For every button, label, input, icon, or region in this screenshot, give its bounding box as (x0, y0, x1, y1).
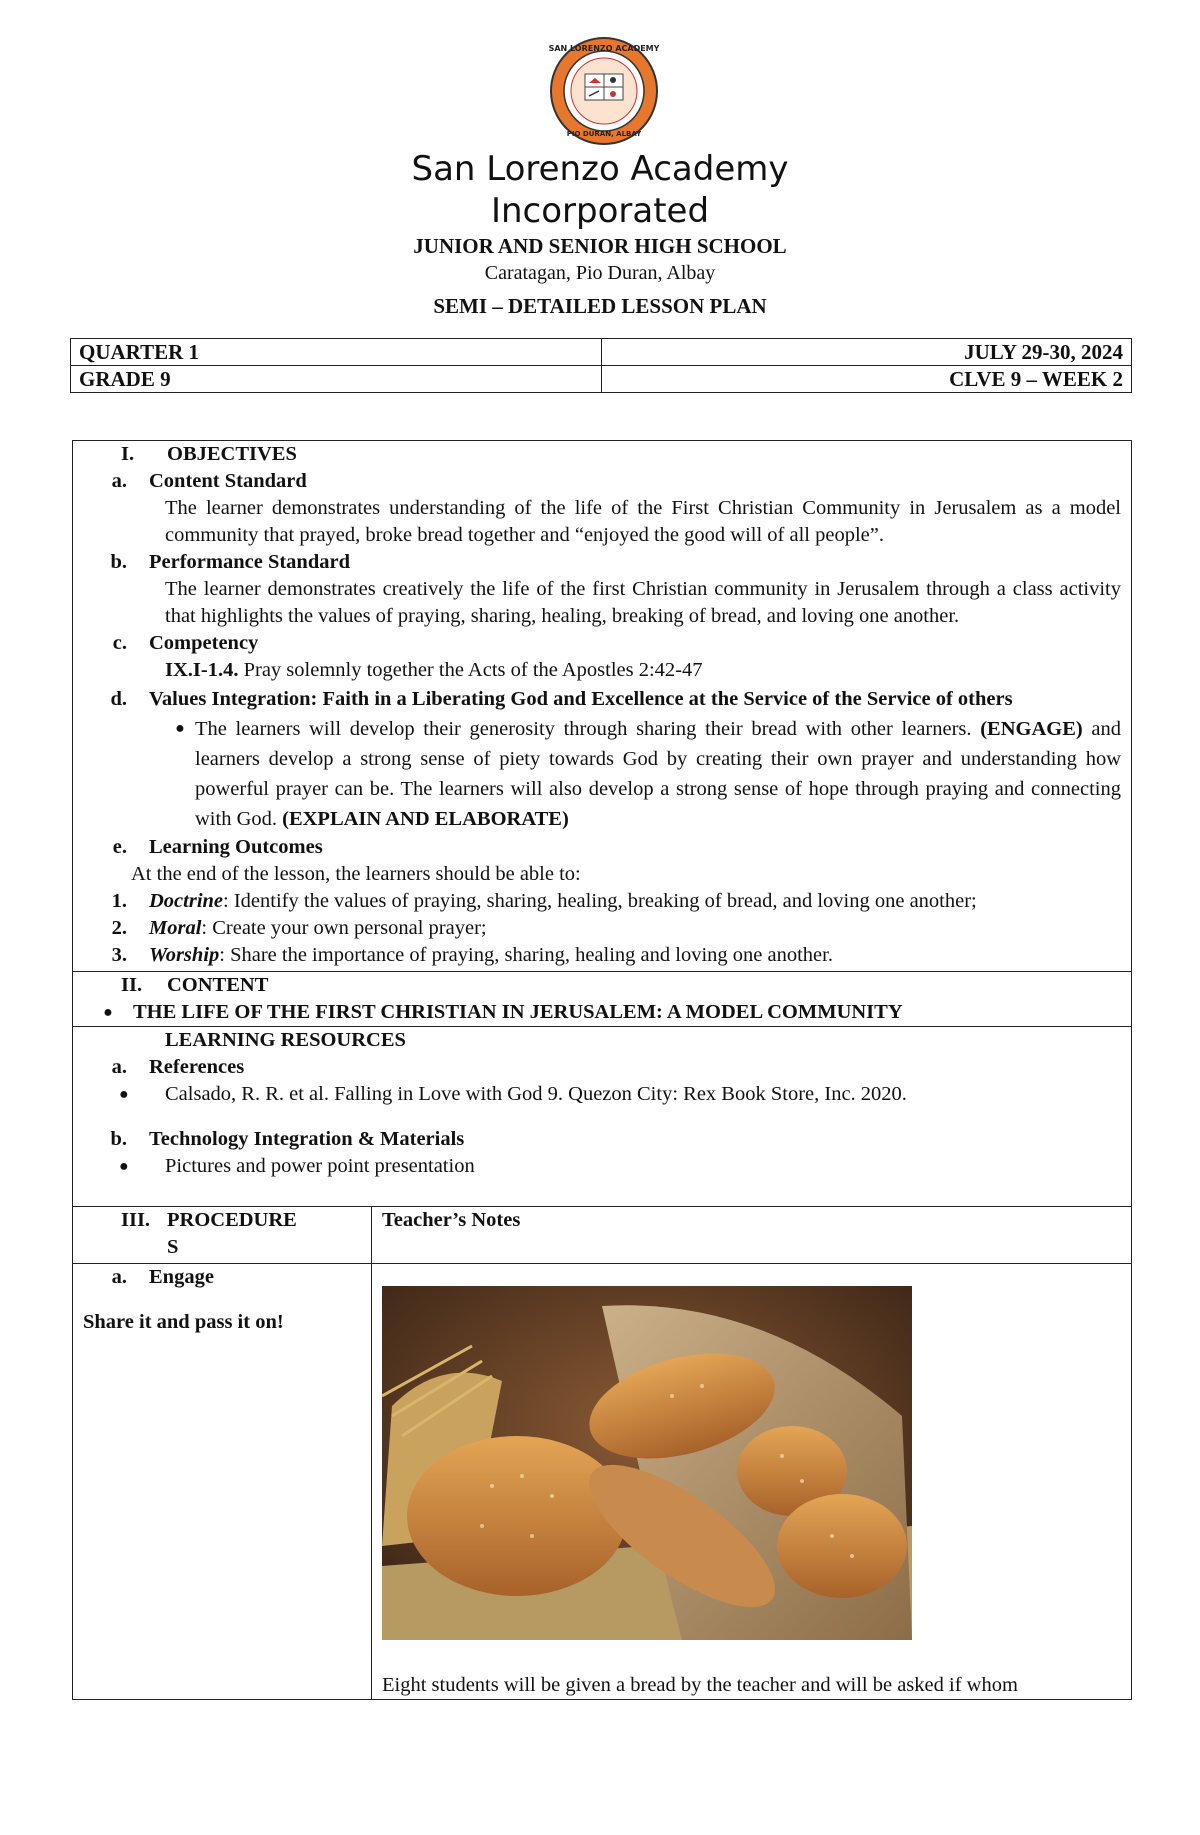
activity-title: Share it and pass it on! (83, 1311, 284, 1333)
subheading: a. Engage (111, 1266, 214, 1288)
quarter-cell: QUARTER 1 (71, 339, 602, 366)
engage-note-text: Eight students will be given a bread by the teacher and will be asked if whom (382, 1674, 1018, 1696)
subheading: c. Competency (112, 632, 259, 654)
info-row (71, 339, 1132, 366)
subheading: a. References (111, 1056, 245, 1078)
section-heading: I. OBJECTIVES (121, 443, 297, 465)
section-heading: II. CONTENT (121, 974, 269, 996)
date-cell: JULY 29-30, 2024 (601, 339, 1132, 366)
school-name: San Lorenzo Academy Incorporated (411, 149, 789, 231)
objectives-row (73, 441, 1132, 972)
competency-text: IX.I-1.4. Pray solemnly together the Acts of the Apostles 2:42-47 (165, 659, 703, 681)
content-topic: ● THE LIFE OF THE FIRST CHRISTIAN IN JERUSALEM: A MODEL COMMUNITY (103, 1001, 903, 1023)
subheading: e. Learning Outcomes (112, 836, 323, 858)
outcome-item: 2. Moral: Create your own personal prayer; (111, 917, 487, 939)
subheading: b. Technology Integration & Materials (110, 1128, 465, 1150)
subject-week-cell: CLVE 9 – WEEK 2 (601, 366, 1132, 393)
content-standard-text: The learner demonstrates understanding of the life of the First Christian Community in Jerusalem as a model community that prayed, broke bread together and “enjoyed the good will of all people”. (165, 497, 1121, 546)
values-bullet: ● The learners will develop their generosity through sharing their bread with other learners. (ENGAGE) and learners develop a strong sense of piety towards God by creating their own prayer and understanding how powerful prayer can be. The learners will also develop a strong sense of hope through praying and connecting with God. (EXPLAIN AND ELABORATE) (175, 718, 1121, 830)
material-item: ● Pictures and power point presentation (119, 1155, 475, 1177)
lesson-table (72, 440, 1132, 1700)
content-row (73, 972, 1132, 1027)
school-address: Caratagan, Pio Duran, Albay (484, 262, 716, 284)
outcome-item: 3. Worship: Share the importance of praying, sharing, healing and loving one another. (111, 944, 833, 966)
outcomes-intro: At the end of the lesson, the learners should be able to: (131, 863, 581, 885)
svg-text:PIO DURAN, ALBAY: PIO DURAN, ALBAY (566, 130, 642, 138)
info-table (70, 338, 1132, 393)
grade-cell: GRADE 9 (71, 366, 602, 393)
section-heading: III. PROCEDURE S (121, 1209, 297, 1258)
school-seal-logo (549, 36, 659, 146)
school-division: JUNIOR AND SENIOR HIGH SCHOOL (413, 234, 787, 258)
subheading: d. Values Integration: Faith in a Liberating God and Excellence at the Service of the Service of others (110, 688, 1013, 710)
reference-item: ● Calsado, R. R. et al. Falling in Love with God 9. Quezon City: Rex Book Store, Inc. 2020. (119, 1083, 907, 1105)
subheading: b. Performance Standard (110, 551, 350, 573)
subheading: a. Content Standard (111, 470, 307, 492)
teachers-notes-header: Teacher’s Notes (372, 1207, 1132, 1264)
plan-type: SEMI – DETAILED LESSON PLAN (433, 294, 767, 318)
info-row (71, 366, 1132, 393)
bread-photo (382, 1286, 912, 1640)
section-heading: LEARNING RESOURCES (165, 1029, 406, 1051)
performance-standard-text: The learner demonstrates creatively the life of the first Christian community in Jerusalem through a class activity that highlights the values of praying, sharing, healing, breaking of bread, and loving one another. (165, 578, 1121, 627)
svg-text:SAN LORENZO ACADEMY: SAN LORENZO ACADEMY (549, 44, 659, 53)
outcome-item: 1. Doctrine: Identify the values of praying, sharing, healing, breaking of bread, and loving one another; (111, 890, 977, 912)
engage-row (73, 1264, 1132, 1700)
resources-row (73, 1027, 1132, 1207)
procedure-header-row (73, 1207, 1132, 1264)
